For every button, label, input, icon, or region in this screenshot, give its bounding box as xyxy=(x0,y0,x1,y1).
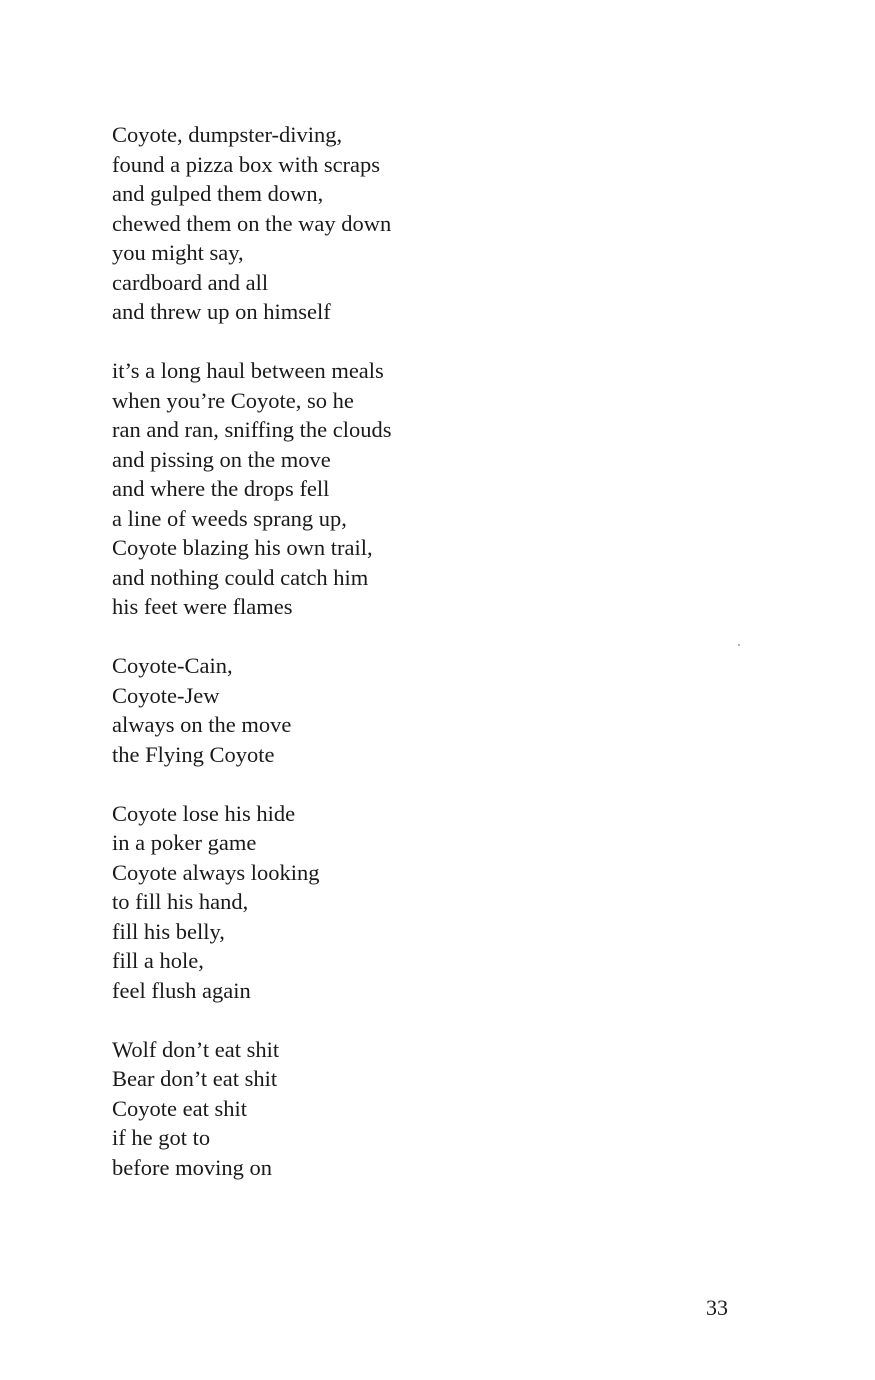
stanza-5 xyxy=(112,1035,672,1183)
poem-line: Wolf don’t eat shit xyxy=(112,1036,280,1062)
poem-line: cardboard and all xyxy=(112,269,269,295)
poem-line: and nothing could catch him xyxy=(112,564,369,590)
poem-line: Coyote blazing his own trail, xyxy=(112,535,373,560)
poem-line: to fill his hand, xyxy=(112,889,249,914)
stanza-1 xyxy=(112,120,672,327)
poem-line: the Flying Coyote xyxy=(112,741,275,767)
poem-line: and pissing on the move xyxy=(112,446,331,472)
stanza-4 xyxy=(112,799,672,1006)
poem-line: Coyote-Jew xyxy=(112,682,220,708)
poem-line: feel flush again xyxy=(112,977,251,1003)
poem-line: in a poker game xyxy=(112,830,257,855)
poem-line: Coyote always looking xyxy=(112,859,320,885)
poem-line: it’s a long haul between meals xyxy=(112,358,384,383)
scan-speck xyxy=(738,644,740,646)
poem-line: Coyote eat shit xyxy=(112,1095,247,1121)
poem-line: his feet were flames xyxy=(112,594,293,619)
poem-line: if he got to xyxy=(112,1125,211,1150)
poem-line: you might say, xyxy=(112,240,244,265)
poem-line: Coyote, dumpster-diving, xyxy=(112,122,343,147)
poem-line: and where the drops fell xyxy=(112,476,330,501)
poem-line: when you’re Coyote, so he xyxy=(112,387,354,413)
poem-line: Coyote-Cain, xyxy=(112,653,233,678)
poem-line: before moving on xyxy=(112,1154,272,1180)
stanza-2 xyxy=(112,356,672,622)
poem-line: fill a hole, xyxy=(112,948,204,973)
poem-line: fill his belly, xyxy=(112,918,225,944)
page-number: 33 xyxy=(706,1295,728,1320)
poem-line: and threw up on himself xyxy=(112,299,331,324)
poem-line: and gulped them down, xyxy=(112,181,324,206)
poem-line: always on the move xyxy=(112,712,292,737)
poem-body xyxy=(112,120,672,1212)
poem-line: Bear don’t eat shit xyxy=(112,1066,278,1091)
stanza-3 xyxy=(112,651,672,769)
poem-line: a line of weeds sprang up, xyxy=(112,505,347,531)
poem-line: found a pizza box with scraps xyxy=(112,151,381,177)
poem-line: chewed them on the way down xyxy=(112,210,392,236)
poem-line: ran and ran, sniffing the clouds xyxy=(112,417,392,442)
poem-line: Coyote lose his hide xyxy=(112,800,296,826)
